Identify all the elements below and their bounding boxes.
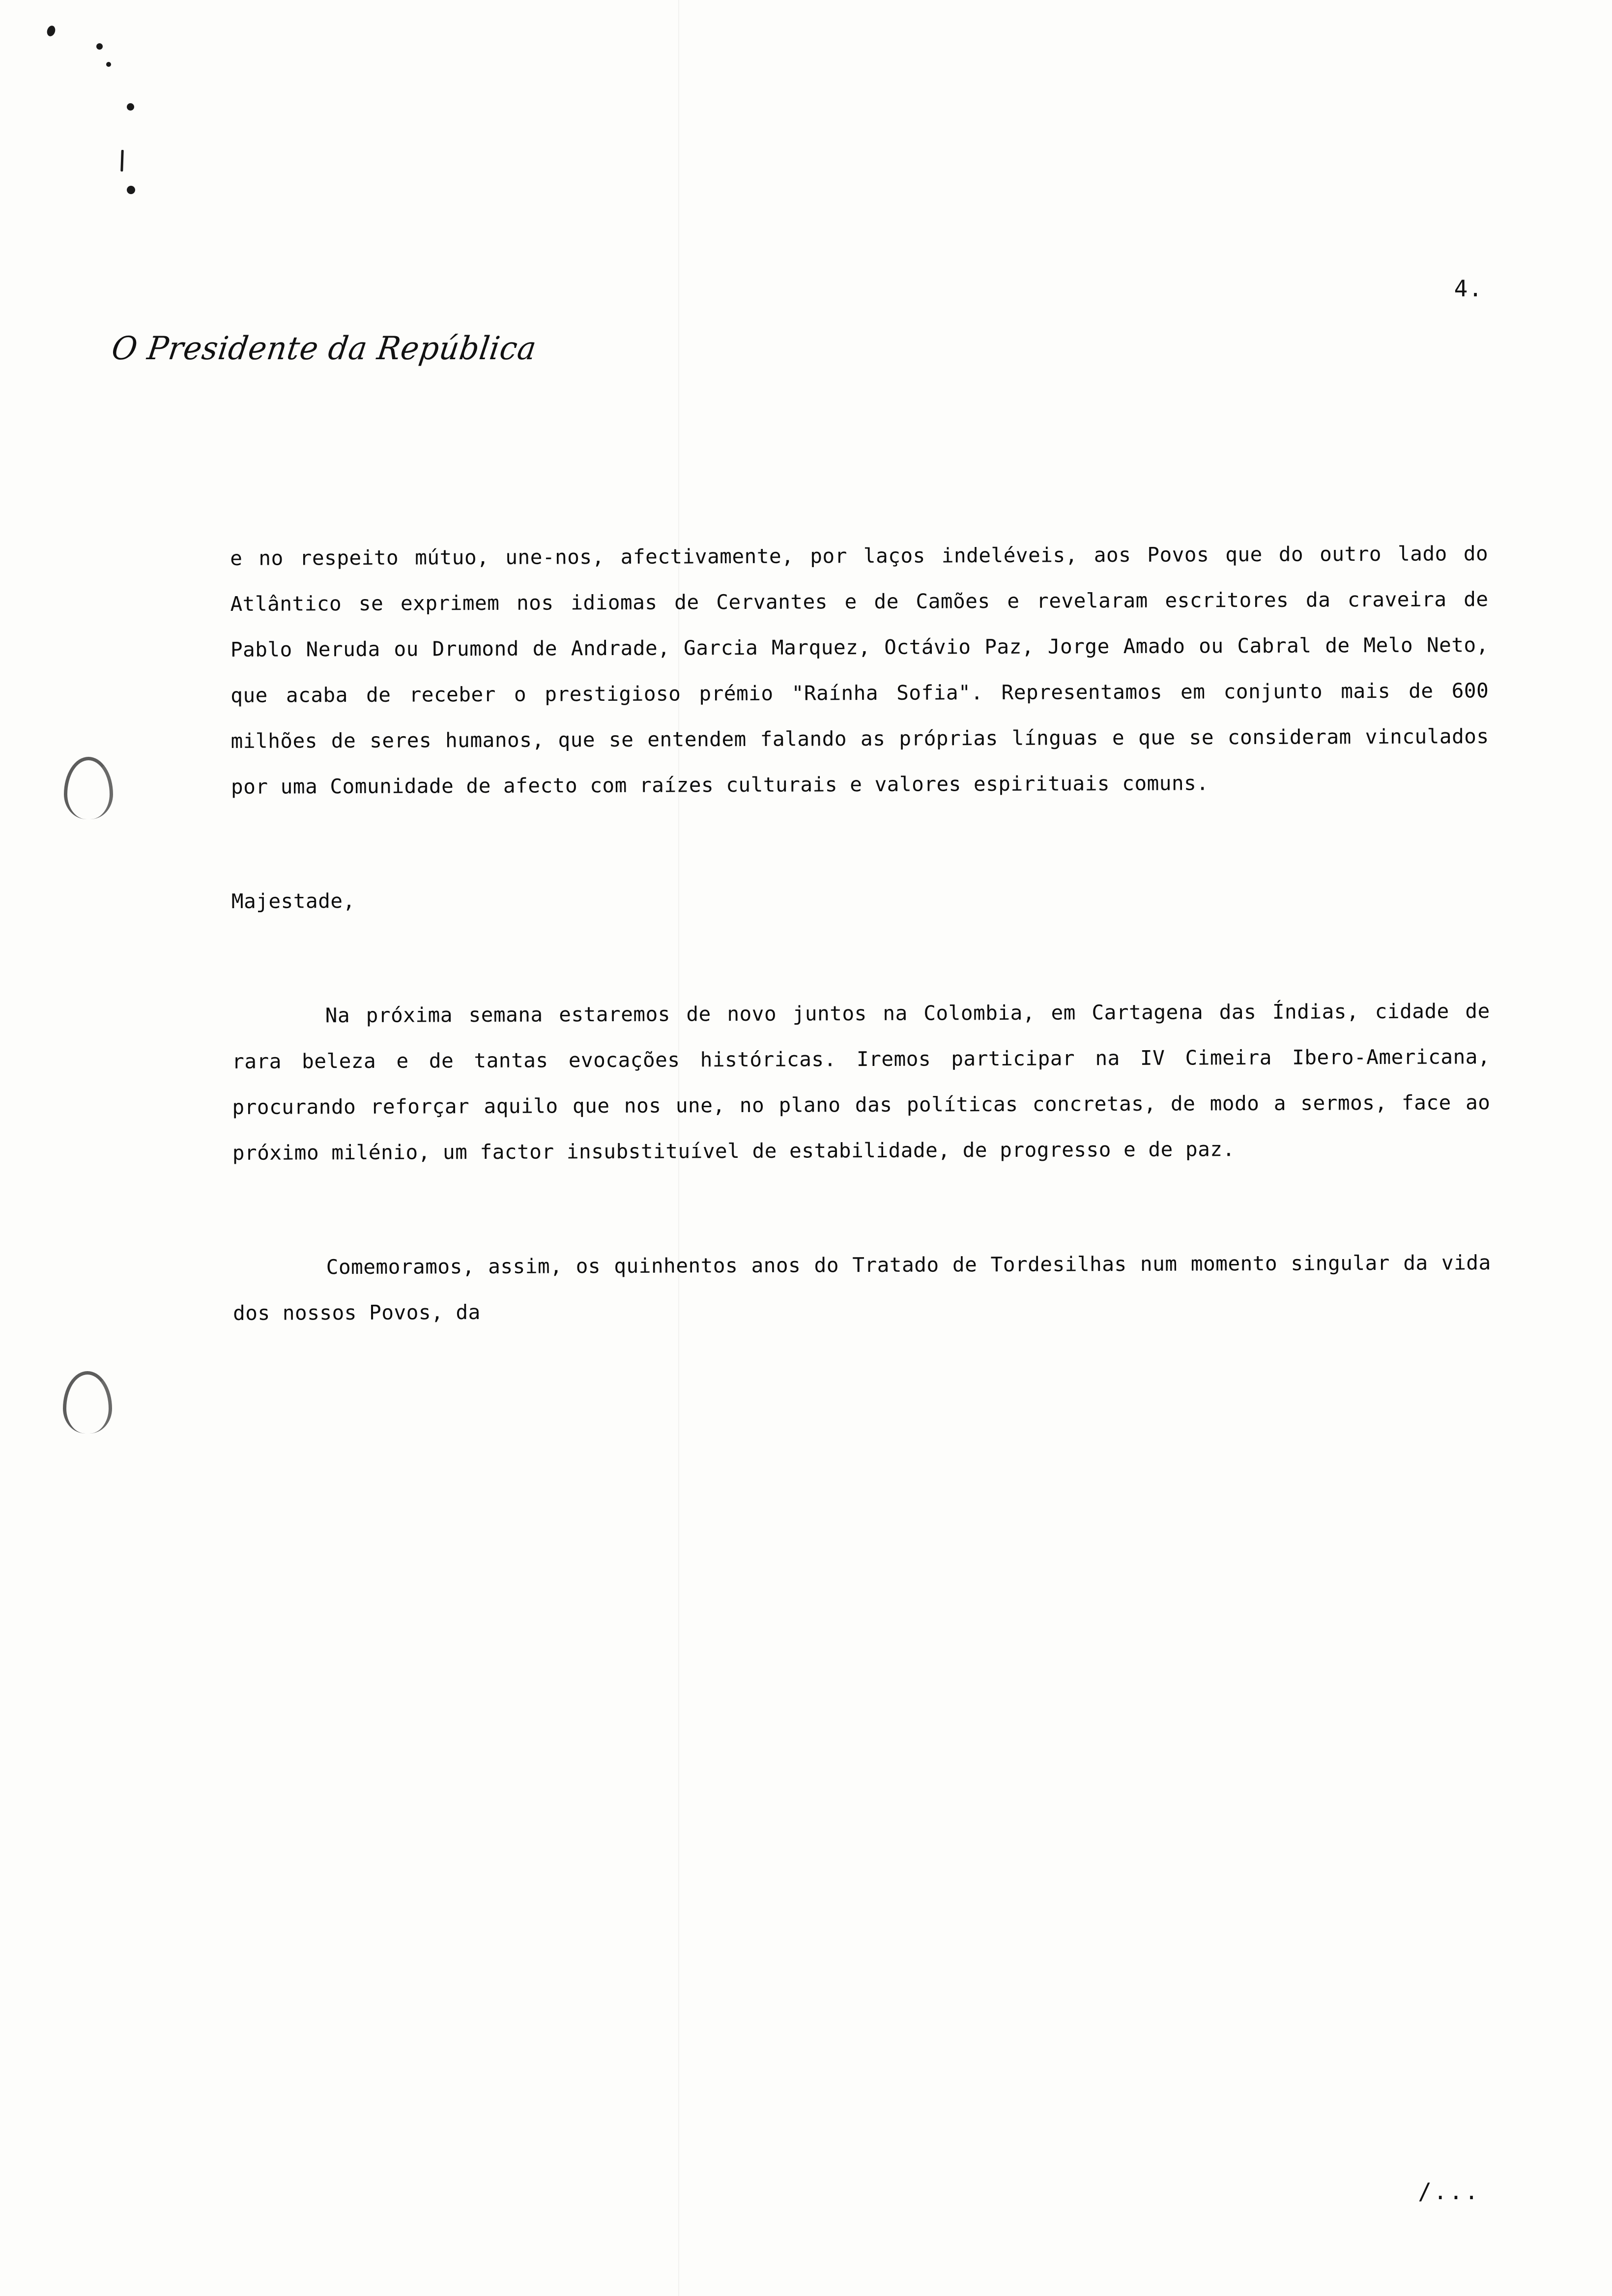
page-number: 4.	[1454, 275, 1483, 302]
letterhead-title: O Presidente da República	[109, 329, 539, 367]
hole-punch-mark	[64, 757, 113, 819]
paragraph-spacer	[231, 805, 1490, 879]
letter-body	[230, 531, 1491, 1336]
scan-speck	[127, 103, 134, 111]
paragraph-two: Na próxima semana estaremos de novo juntos na Colombia, em Cartagena das Índias, cidade de rara beleza e de tantas evocações históricas. Iremos participar na IV Cimeira Ibero-Americana, procurando reforçar aquilo que nos une, no plano das políticas concretas, de modo a sermos, face ao próximo milénio, um factor insubstituível de estabilidade, de progresso e de paz.	[232, 999, 1491, 1165]
scan-speck	[46, 25, 57, 37]
scan-speck	[120, 150, 124, 172]
paragraph-one: e no respeito mútuo, une-nos, afectivamente, por laços indeléveis, aos Povos que do outro lado do Atlântico se exprimem nos idiomas de Cervantes e de Camões e revelaram escritores da craveira de Pablo Neruda ou Drumond de Andrade, Garcia Marquez, Octávio Paz, Jorge Amado ou Cabral de Melo Neto, que acaba de receber o prestigioso prémio "Raínha Sofia". Representamos em conjunto mais de 600 milhões de seres humanos, que se entendem falando as próprias línguas e que se consideram vinculados por uma Comunidade de afecto com raízes culturais e valores espirituais comuns.	[230, 542, 1489, 799]
salutation: Majestade,	[231, 889, 355, 913]
continuation-mark: /...	[1418, 2178, 1480, 2205]
paragraph-spacer	[232, 1171, 1491, 1245]
scan-speck	[106, 62, 111, 67]
scan-speck	[127, 186, 135, 194]
paragraph-three: Comemoramos, assim, os quinhentos anos do Tratado de Tordesilhas num momento singular da vida dos nossos Povos, da	[232, 1251, 1491, 1325]
scan-speck	[96, 43, 103, 50]
hole-punch-mark	[63, 1371, 112, 1434]
paragraph-spacer	[231, 919, 1490, 993]
